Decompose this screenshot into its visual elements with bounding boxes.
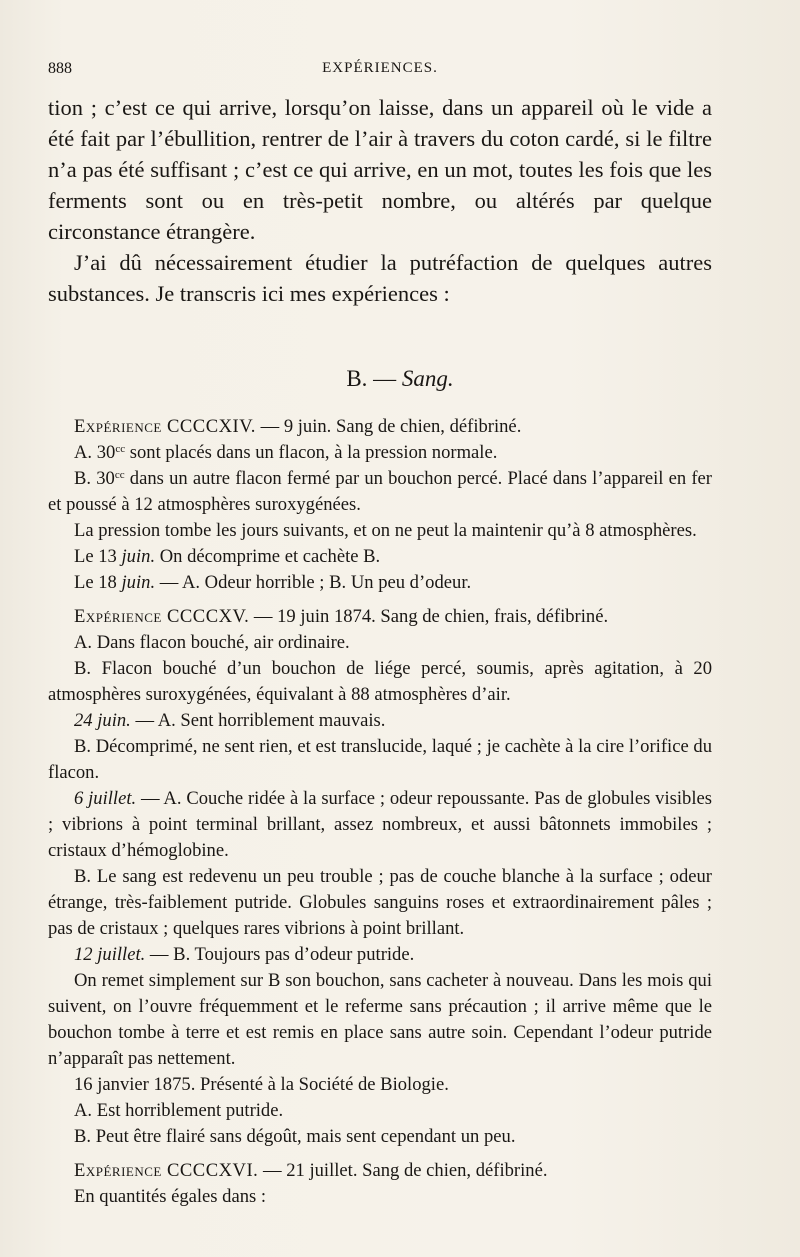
intro-paragraph-1: tion ; c’est ce qui arrive, lorsqu’on laisse, dans un appareil où le vide a été fait par l’ébullition, rentrer de l’air à travers du coton cardé, si le filtre n’a pas été suffisant ; c’est ce qui arrive, en un mot, toutes les fois que les ferments sont ou en très-petit nombre, ou altérés par quelque circonstance étrangère.	[48, 95, 712, 244]
date-text: — A. Odeur horrible ; B. Un peu d’odeur.	[155, 572, 472, 593]
date-text: — B. Toujours pas d’odeur putride.	[145, 944, 415, 965]
experiment-415-date-4-b: B. Peut être flairé sans dégoût, mais sent cependant un peu.	[74, 1126, 516, 1147]
intro-text	[48, 92, 712, 309]
date-text: — A. Sent horriblement mauvais.	[130, 710, 386, 731]
experiment-415-date-1-b: B. Décomprimé, ne sent rien, et est translucide, laqué ; je cachète à la cire l’orifice du flacon.	[48, 736, 712, 783]
experiment-414-date-1	[48, 544, 712, 570]
experiment-415-note: On remet simplement sur B son bouchon, sans cacheter à nouveau. Dans les mois qui suivent, on l’ouvre fréquemment et le referme sans précaution ; il arrive même que le bouchon tombe à terre et est remis en place sans autre soin. Cependant l’odeur putride n’apparaît pas nettement.	[48, 970, 712, 1069]
experiment-heading-text: — 21 juillet. Sang de chien, défibriné.	[258, 1160, 548, 1181]
section-title	[0, 366, 800, 392]
sample-b-text: dans un autre flacon fermé par un bouchon percé. Placé dans l’appareil en fer et poussé à 12 atmosphères suroxygénées.	[48, 468, 712, 515]
section-letter: B. —	[346, 366, 402, 391]
date-prefix: Le 18	[74, 572, 122, 593]
page-header	[48, 58, 712, 82]
experiment-414-heading	[48, 414, 712, 440]
section-name: Sang.	[401, 366, 454, 391]
date-italic: 24 juin.	[74, 710, 131, 731]
date-italic: juin.	[121, 572, 156, 593]
experiment-heading-text: — 19 juin 1874. Sang de chien, frais, défibriné.	[249, 606, 609, 627]
experiment-414-a	[48, 440, 712, 466]
date-text: On décomprime et cachète B.	[155, 546, 381, 567]
experiment-415-date-1	[48, 708, 712, 734]
experiment-415-a: A. Dans flacon bouché, air ordinaire.	[74, 632, 350, 653]
experiment-415-date-3	[48, 942, 712, 968]
intro-paragraph-2: J’ai dû nécessairement étudier la putréfaction de quelques autres substances. Je transcris ici mes expériences :	[48, 250, 712, 306]
experiment-415-date-2-b: B. Le sang est redevenu un peu trouble ; pas de couche blanche à la surface ; odeur étrange, très-faiblement putride. Globules sanguins roses et extraordinairement pâles ; pas de cristaux ; quelques rares vibrions à point brillant.	[48, 866, 712, 939]
experiment-415-date-4-a: A. Est horriblement putride.	[74, 1100, 284, 1121]
experiment-label: Expérience CCCCXV.	[74, 606, 250, 627]
unit-cc: cc	[114, 469, 125, 481]
date-prefix: Le 13	[74, 546, 122, 567]
experiment-heading-text: — 9 juin. Sang de chien, défibriné.	[255, 416, 522, 437]
experiment-414-b	[48, 466, 712, 518]
unit-cc: cc	[115, 443, 126, 455]
running-head: EXPÉRIENCES.	[322, 60, 438, 76]
date-italic: 6 juillet.	[74, 788, 137, 809]
sample-b-prefix: B. 30	[74, 468, 115, 489]
date-italic: 12 juillet.	[74, 944, 146, 965]
experiment-416-text: En quantités égales dans :	[74, 1186, 267, 1207]
sample-a-text: sont placés dans un flacon, à la pression normale.	[125, 442, 498, 463]
experiment-414-date-2	[48, 570, 712, 596]
sample-a-prefix: A. 30	[74, 442, 116, 463]
date-text: — A. Couche ridée à la surface ; odeur repoussante. Pas de globules visibles ; vibrions à point terminal brillant, assez nombreux, et aussi bâtonnets immobiles ; cristaux d’hémoglobine.	[48, 788, 712, 861]
page-number: 888	[48, 60, 72, 77]
experiment-415-b: B. Flacon bouché d’un bouchon de liége percé, soumis, après agitation, à 20 atmosphères suroxygénées, équivalant à 88 atmosphères d’air.	[48, 658, 712, 705]
experiment-label: Expérience CCCCXVI.	[74, 1160, 259, 1181]
experiment-414-note: La pression tombe les jours suivants, et on ne peut la maintenir qu’à 8 atmosphères.	[74, 520, 697, 541]
experiments-text	[48, 414, 712, 1210]
experiment-label: Expérience CCCCXIV.	[74, 416, 256, 437]
experiment-415-heading	[48, 604, 712, 630]
experiment-415-date-2	[48, 786, 712, 864]
experiment-416-heading	[48, 1158, 712, 1184]
date-italic: juin.	[121, 546, 156, 567]
experiment-415-date-4: 16 janvier 1875. Présenté à la Société de Biologie.	[74, 1074, 449, 1095]
